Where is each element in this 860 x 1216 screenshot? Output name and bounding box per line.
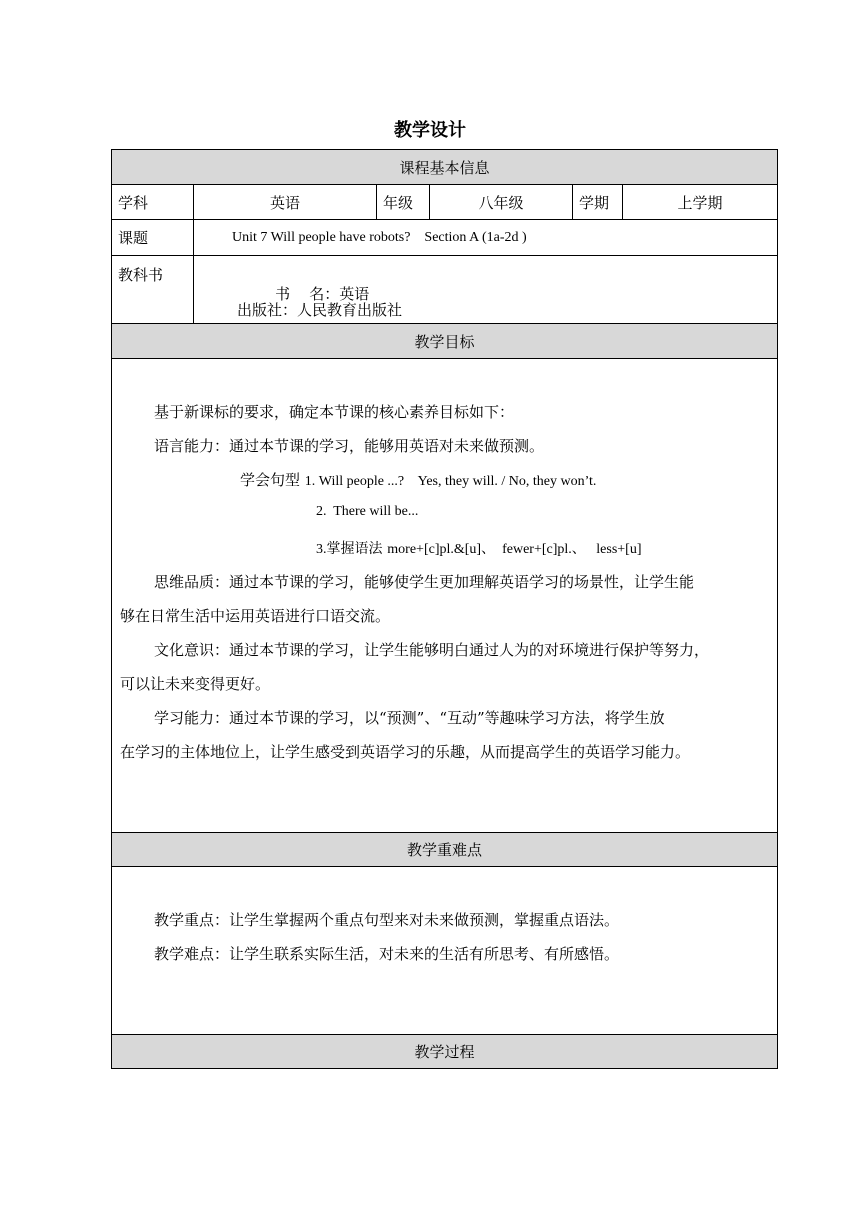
publisher-line <box>237 299 402 320</box>
cultural-awareness-line-1: 文化意识：通过本节课的学习，让学生能够明白通过人为的对环境进行保护等努力， <box>154 641 710 659</box>
grade-value: 八年级 <box>430 185 573 219</box>
basic-info-header <box>112 150 777 185</box>
grammar-line <box>316 538 642 558</box>
publisher-label: 出版社： <box>237 301 298 319</box>
document-title: 教学设计 <box>394 120 466 141</box>
sentence-pattern-2: 2. There will be... <box>316 504 419 519</box>
term-label: 学期 <box>573 185 623 219</box>
book-name-label: 书 名： <box>275 285 340 303</box>
subject-label: 学科 <box>112 185 194 219</box>
language-ability: 语言能力：通过本节课的学习，能够用英语对未来做预测。 <box>154 437 545 455</box>
term-value: 上学期 <box>677 193 723 212</box>
book-name-value: 英语 <box>339 285 370 303</box>
cultural-awareness-line-2: 可以让未来变得更好。 <box>120 675 271 693</box>
objectives-header: 教学目标 <box>112 324 777 359</box>
teaching-difficult-point: 教学难点：让学生联系实际生活，对未来的生活有所思考、有所感悟。 <box>154 945 620 963</box>
topic-row <box>112 220 777 256</box>
lesson-plan-table <box>111 149 778 1069</box>
textbook-details <box>194 256 777 323</box>
sentence-label: 学会句型 <box>240 471 301 489</box>
objectives-content <box>112 359 777 833</box>
grade-label: 年级 <box>377 185 430 219</box>
topic-value: Unit 7 Will people have robots? Section A (1a-2d ) <box>232 229 527 245</box>
subject-value: 英语 <box>194 185 377 219</box>
grammar-label: 3.掌握语法 <box>316 542 383 557</box>
basic-info-header-text: 课程基本信息 <box>399 158 490 177</box>
sentence-pattern-1 <box>240 469 596 490</box>
topic-label: 课题 <box>112 220 194 255</box>
key-points-header: 教学重难点 <box>112 833 777 867</box>
key-points-content <box>112 867 777 1035</box>
process-header: 教学过程 <box>112 1035 777 1068</box>
grammar-text: more+[c]pl.&[u]、 fewer+[c]pl.、 less+[u] <box>387 542 642 557</box>
learning-ability-line-2: 在学习的主体地位上，让学生感受到英语学习的乐趣，从而提高学生的英语学习能力。 <box>120 743 691 761</box>
objectives-intro: 基于新课标的要求，确定本节课的核心素养目标如下： <box>154 403 515 421</box>
textbook-row <box>112 256 777 324</box>
thinking-quality-line-1: 思维品质：通过本节课的学习，能够使学生更加理解英语学习的场景性，让学生能 <box>154 573 695 591</box>
thinking-quality-line-2: 够在日常生活中运用英语进行口语交流。 <box>120 607 391 625</box>
learning-ability-line-1: 学习能力：通过本节课的学习，以“预测”、“互动”等趣味学习方法，将学生放 <box>154 709 665 727</box>
teaching-key-point: 教学重点：让学生掌握两个重点句型来对未来做预测，掌握重点语法。 <box>154 911 620 929</box>
sentence-1-text: 1. Will people ...? Yes, they will. / No, they won’t. <box>304 474 597 489</box>
subject-row <box>112 185 777 220</box>
textbook-label: 教科书 <box>112 256 194 323</box>
publisher-value: 人民教育出版社 <box>297 301 403 319</box>
